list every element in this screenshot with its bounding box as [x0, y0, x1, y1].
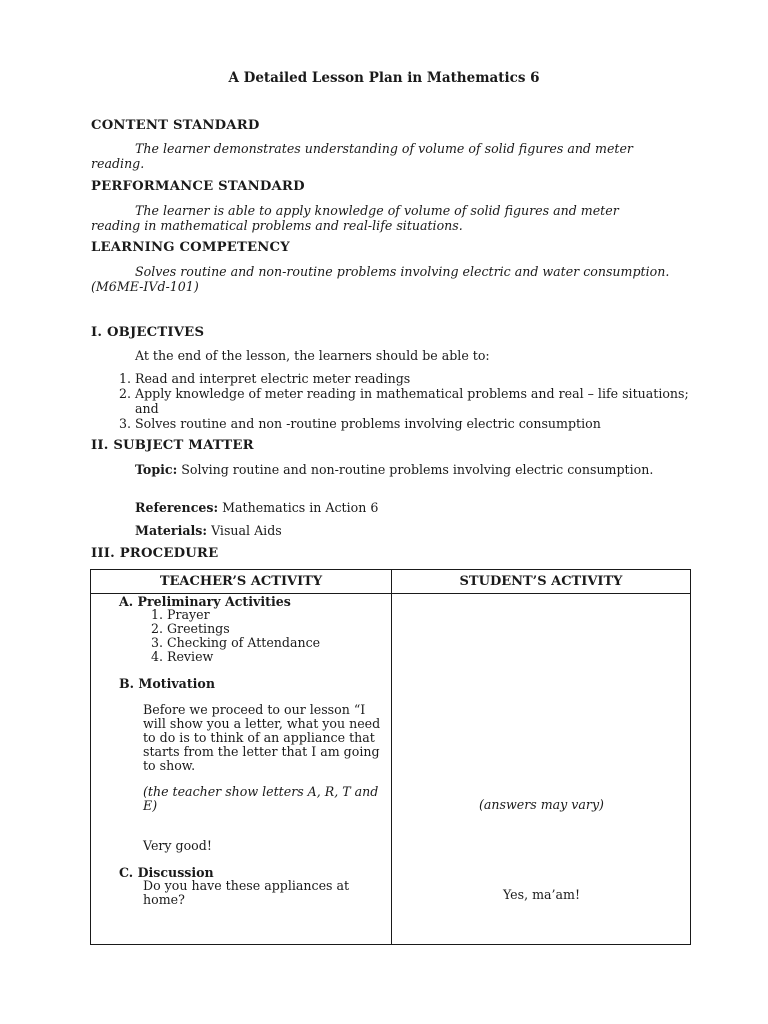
document-title: A Detailed Lesson Plan in Mathematics 6: [228, 70, 540, 86]
performance-standard-body: The learner is able to apply knowledge of volume of solid figures and meter reading in mathematical problems and real-life situations.: [91, 203, 619, 233]
references-text: Mathematics in Action 6: [222, 500, 379, 515]
subject-matter-heading: II. SUBJECT MATTER: [91, 438, 254, 453]
teacher-activity-header: TEACHER’S ACTIVITY: [91, 570, 392, 594]
performance-standard-text: [91, 203, 671, 233]
objective-item: 3. Solves routine and non -routine problems involving electric consumption: [135, 416, 715, 431]
references-label: References:: [135, 500, 219, 515]
content-standard-text: [91, 141, 671, 171]
very-good-text: Very good!: [143, 838, 212, 853]
objectives-intro: At the end of the lesson, the learners should be able to:: [135, 348, 490, 363]
procedure-table: [90, 569, 691, 945]
student-activity-cell: [392, 594, 691, 945]
discussion-text: Do you have these appliances at home?: [143, 878, 350, 907]
discussion-heading: C. Discussion: [119, 865, 214, 880]
preliminary-item: 3. Checking of Attendance: [167, 636, 320, 650]
materials-text: Visual Aids: [211, 523, 282, 538]
learning-competency-heading: LEARNING COMPETENCY: [91, 240, 290, 255]
performance-standard-heading: PERFORMANCE STANDARD: [91, 179, 305, 194]
subject-matter-materials: [91, 523, 671, 538]
content-standard-body: The learner demonstrates understanding of volume of solid figures and meter reading.: [91, 141, 633, 171]
student-answer-yes: Yes, ma’am!: [502, 887, 581, 902]
preliminary-item: 4. Review: [167, 650, 320, 664]
preliminary-item: 2. Greetings: [167, 622, 320, 636]
procedure-table-body-row: [91, 594, 691, 945]
objectives-list: [91, 371, 715, 431]
subject-matter-references: [91, 500, 671, 515]
preliminary-item: 1. Prayer: [167, 608, 320, 622]
motivation-note: (the teacher show letters A, R, T and E): [143, 784, 379, 813]
content-standard-heading: CONTENT STANDARD: [91, 118, 260, 133]
motivation-heading: B. Motivation: [119, 676, 215, 691]
objective-item: 2. Apply knowledge of meter reading in mathematical problems and real – life situations; and: [135, 386, 715, 416]
teacher-activity-cell: [91, 594, 392, 945]
motivation-text: Before we proceed to our lesson “I will show you a letter, what you need to do is to think of an appliance that starts from the letter that I am going to show.: [143, 702, 381, 773]
subject-matter-topic: [91, 462, 671, 477]
preliminary-heading: A. Preliminary Activities: [119, 594, 291, 609]
learning-competency-text: [91, 264, 671, 294]
preliminary-list: [144, 608, 320, 664]
topic-text: Solving routine and non-routine problems involving electric consumption.: [181, 462, 654, 477]
procedure-heading: III. PROCEDURE: [91, 546, 219, 561]
procedure-table-header-row: [91, 570, 691, 594]
objective-item: 1. Read and interpret electric meter readings: [135, 371, 715, 386]
topic-label: Topic:: [135, 462, 178, 477]
materials-label: Materials:: [135, 523, 208, 538]
student-answer-vary: (answers may vary): [479, 797, 604, 812]
learning-competency-body: Solves routine and non-routine problems involving electric and water consumption. (M6ME-IVd-101): [91, 264, 670, 294]
student-activity-header: STUDENT’S ACTIVITY: [392, 570, 691, 594]
objectives-heading: I. OBJECTIVES: [91, 325, 205, 340]
